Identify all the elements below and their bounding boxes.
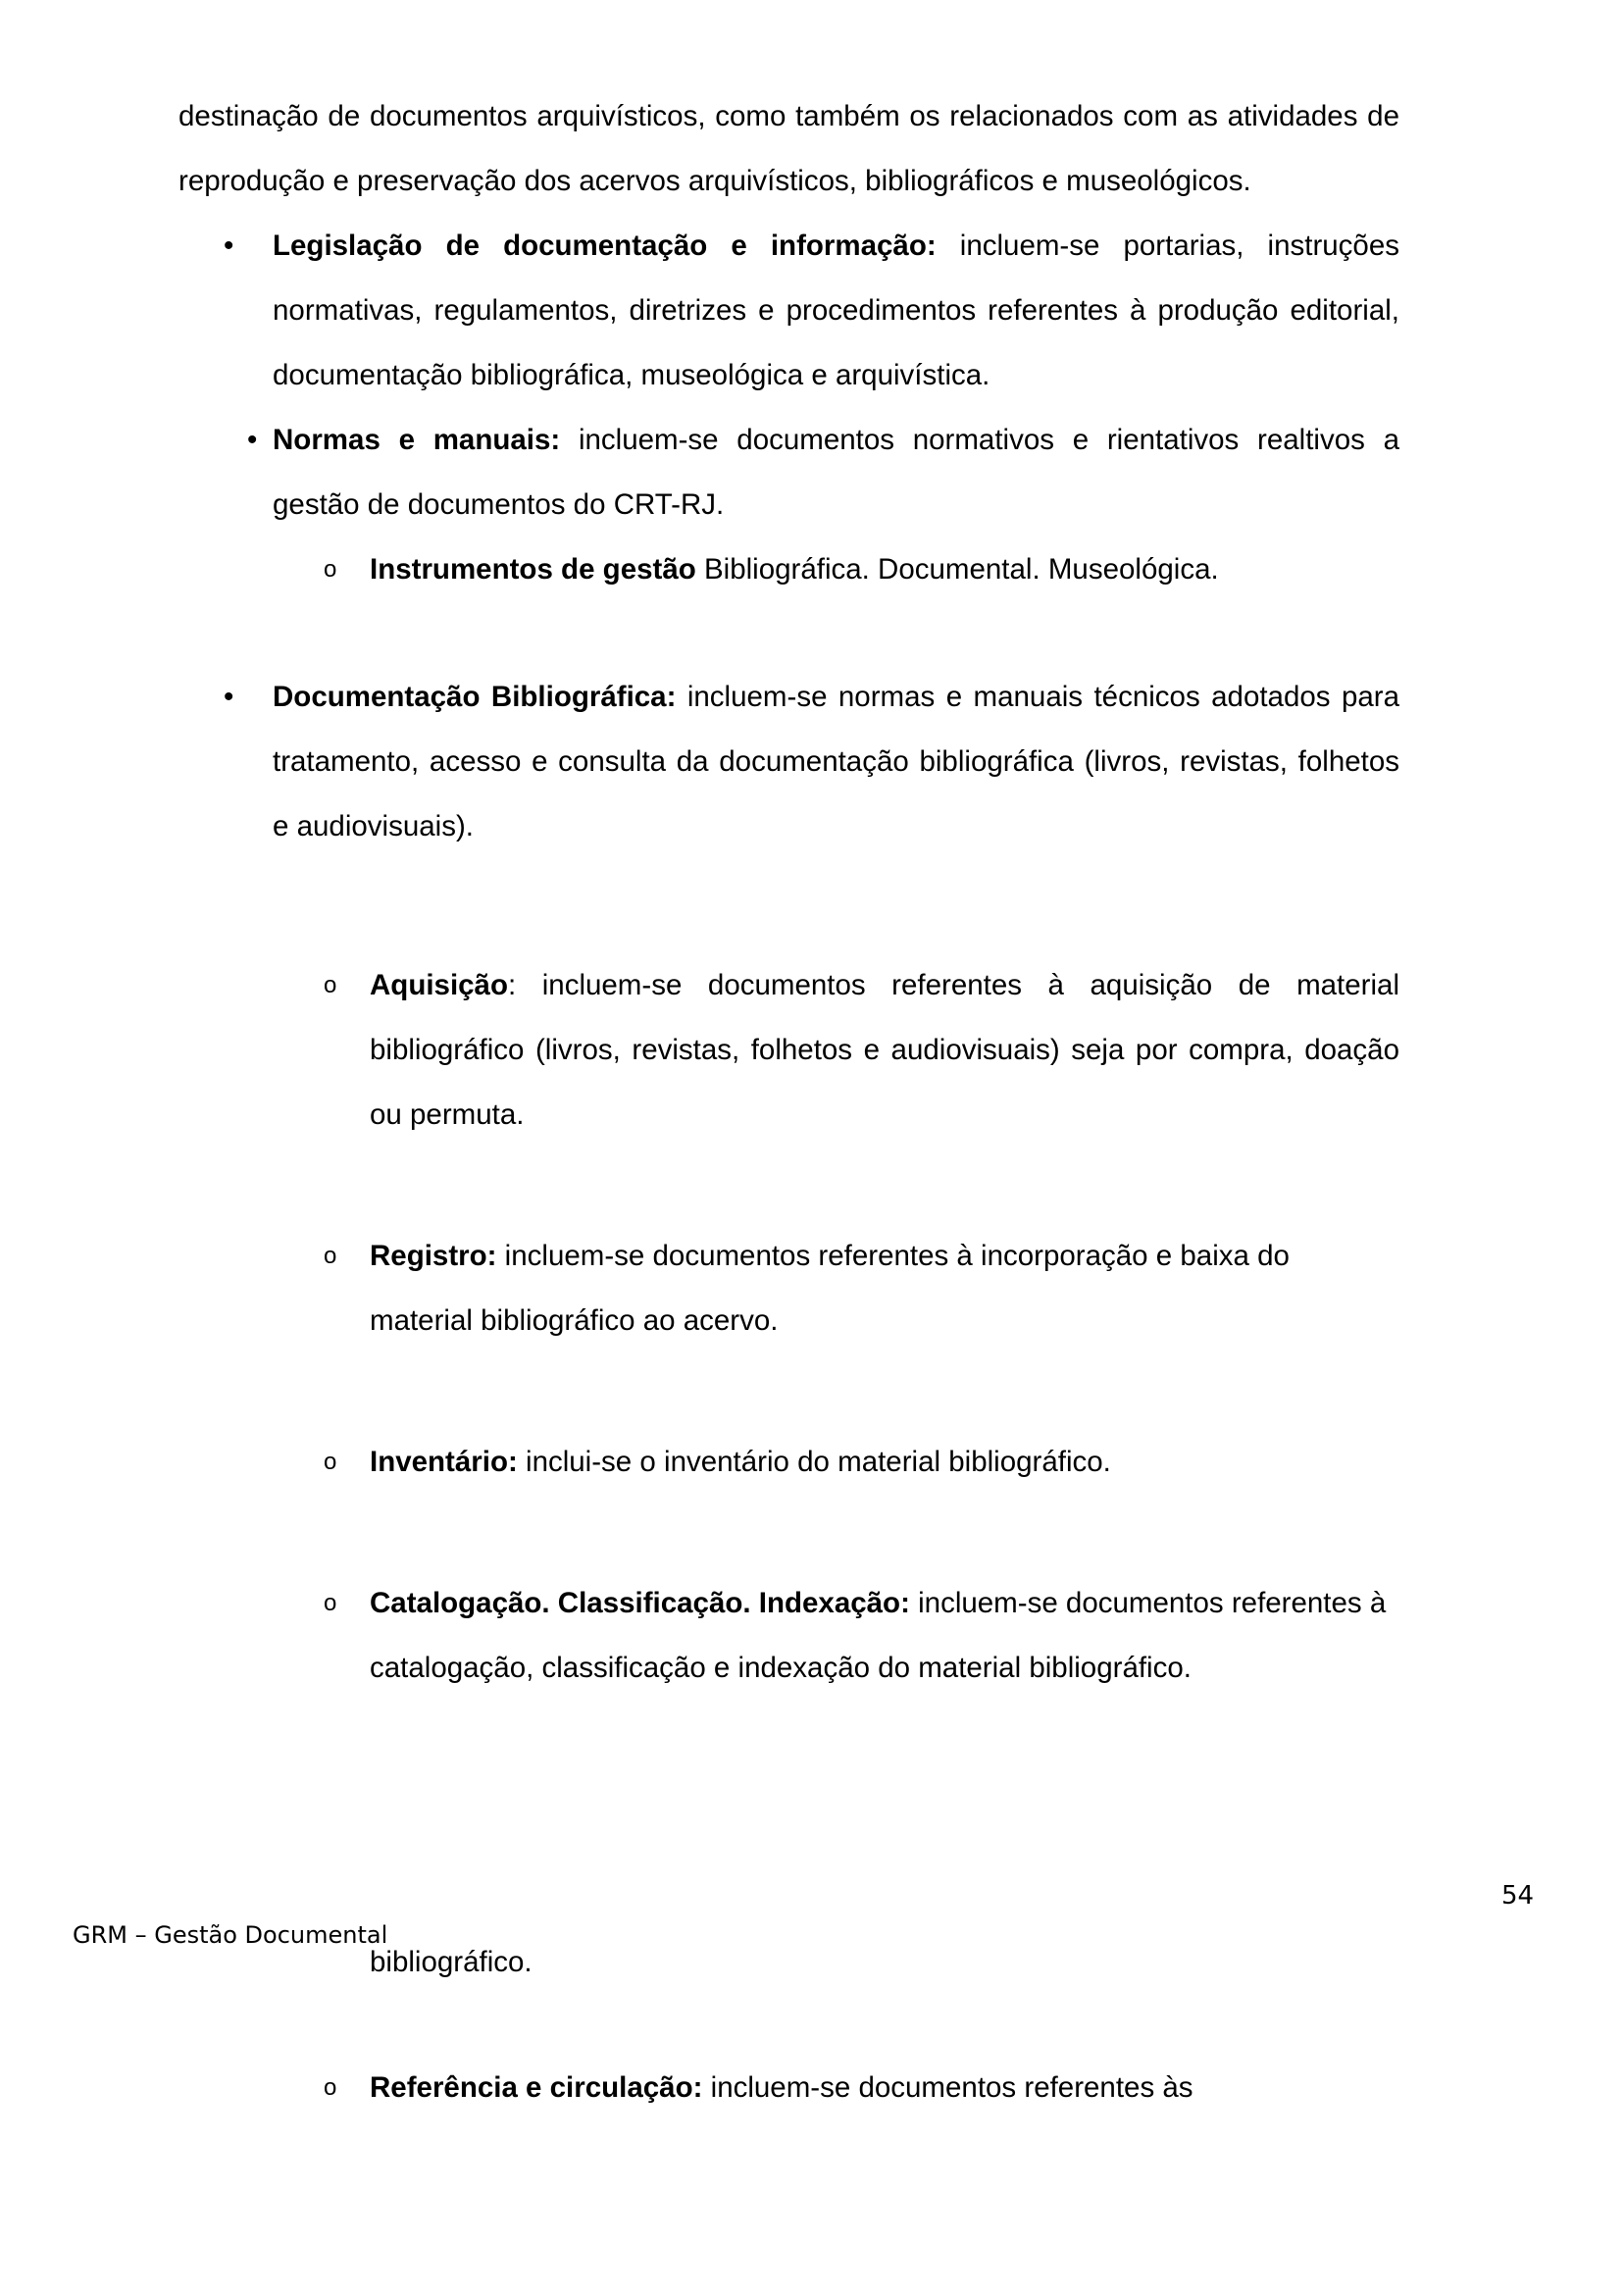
subbullet-item-text: Bibliográfica. Documental. Museológica. [695,553,1219,586]
bullet-icon: • [224,681,234,713]
subbullet-item-title: Registro: [370,1240,497,1272]
bullet-icon: • [247,424,258,456]
subbullet-item-text: incluem-se documentos referentes à catalogação, classificação e indexação do material bibliográfico. [370,1587,1387,1684]
bullet-icon: • [224,229,234,262]
subbullet-item-title: Catalogação. Classificação. Indexação: [370,1587,910,1619]
subbullet-item-title: Aquisição [370,969,508,1001]
circle-bullet-icon: o [324,556,337,583]
bullet-item-legislacao [178,214,1399,408]
subbullet-item-inventario [178,1430,1399,1495]
bullet-item-normas-e-manuais [178,408,1399,537]
subbullet-item-instrumentos-de-gestao [178,537,1399,602]
bullet-item-text: incluem-se portarias, instruções normativas, regulamentos, diretrizes e procedimentos referentes à produção editorial, documentação bibliográfica, museológica e arquivística. [273,229,1399,391]
document-body [178,84,1399,1701]
subbullet-item-aquisicao [178,953,1399,1147]
bullet-item-documentacao-bibliografica [178,665,1399,859]
subbullet-item-catalogacao-continuation [178,1930,1399,1995]
bullet-item-text: incluem-se documentos normativos e rientativos realtivos a gestão de documentos do CRT-RJ. [273,424,1399,521]
circle-bullet-icon: o [324,1449,337,1475]
subbullet-item-title: Instrumentos de gestão [370,553,696,586]
subbullet-item-title: Inventário: [370,1446,518,1478]
intro-paragraph: destinação de documentos arquivísticos, como também os relacionados com as atividades de reprodução e preservação dos acervos arquivísticos, bibliográficos e museológicos. [178,100,1399,197]
bullet-item-title: Legislação de documentação e informação: [273,229,937,262]
subbullet-item-text: incluem-se documentos referentes à incorporação e baixa do material bibliográfico ao acervo. [370,1240,1290,1337]
subbullet-continuation-text: bibliográfico. [370,1946,533,1978]
running-footer: GRM – Gestão Documental [73,1921,388,1949]
bullet-item-text: incluem-se normas e manuais técnicos adotados para tratamento, acesso e consulta da documentação bibliográfica (livros, revistas, folhetos e audiovisuais). [273,681,1399,842]
bullet-item-title: Normas e manuais: [273,424,561,456]
subbullet-item-title: Referência e circulação: [370,2071,703,2104]
subbullet-item-registro [178,1224,1399,1353]
subbullet-item-text: inclui-se o inventário do material bibliográfico. [517,1446,1111,1478]
subbullet-item-text: incluem-se documentos referentes às [702,2071,1193,2104]
page-number: 54 [1501,1881,1535,1911]
subbullet-item-catalogacao-classificacao-indexacao [178,1571,1399,1701]
circle-bullet-icon: o [324,1590,337,1616]
circle-bullet-icon: o [324,972,337,998]
circle-bullet-icon: o [324,1243,337,1269]
subbullet-item-text: : incluem-se documentos referentes à aquisição de material bibliográfico (livros, revistas, folhetos e audiovisuais) seja por compra, doação ou permuta. [370,969,1399,1131]
circle-bullet-icon: o [324,2074,337,2101]
bullet-item-title: Documentação Bibliográfica: [273,681,677,713]
subbullet-item-referencia-e-circulacao [178,2056,1399,2120]
document-body-tail [178,1930,1399,2120]
